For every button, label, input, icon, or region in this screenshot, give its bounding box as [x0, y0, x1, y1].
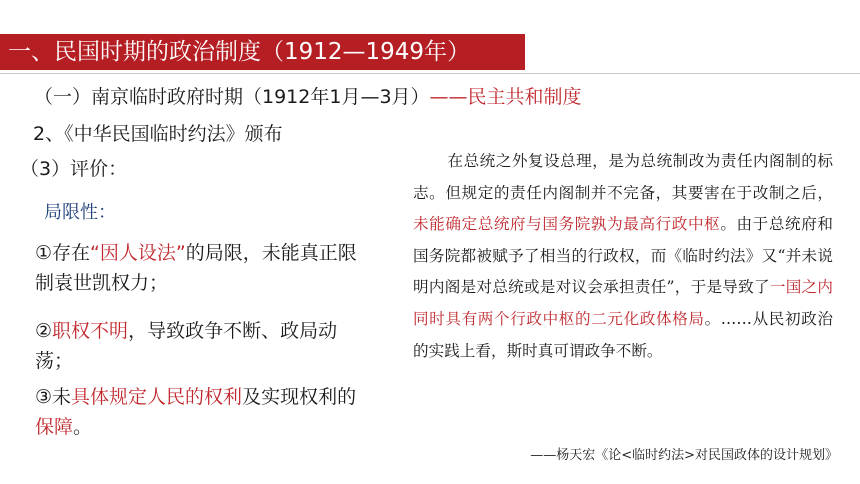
- quote-text: 。由于总统府和国务院都被赋予了相当的行政权，而《临时约法》又“并未说明内阁是对总统或是对议会承担责任”，于是导致了: [413, 215, 833, 297]
- text: 。: [73, 416, 93, 438]
- quote-highlight: 未能确定总统府与国务院孰为最高行政中枢: [413, 215, 721, 234]
- text: ，导致政争不断、政局动荡；: [35, 320, 338, 372]
- quote-source: ——杨天宏《论<临时约法>对民国政体的设计规划》: [530, 448, 838, 463]
- limitation-point-2: [35, 316, 365, 376]
- quote-text: 在总统之外复设总理，是为总统制改为责任内阁制的标志。但规定的责任内阁制并不完备，其要害在于改制之后，: [413, 152, 833, 202]
- item-2-heading: 2、《中华民国临时约法》颁布: [33, 123, 283, 145]
- highlight: 保障: [35, 416, 74, 438]
- text: ①存在: [35, 242, 91, 264]
- limitation-point-3: [35, 382, 365, 442]
- highlight: 职权不明: [52, 320, 129, 342]
- highlight: “因人设法”: [90, 242, 186, 264]
- item-3-heading: （3）评价：: [20, 158, 128, 180]
- quote-text: 。……从民初政治的实践上看，斯时真可谓政争不断。: [413, 309, 833, 360]
- text: ③未: [35, 386, 72, 408]
- subtitle: [34, 83, 582, 111]
- subtitle-highlight: ——民主共和制度: [429, 86, 582, 108]
- highlight: 具体规定人民的权利: [71, 386, 243, 408]
- section-title: 一、民国时期的政治制度（1912—1949年）: [8, 39, 471, 65]
- text: 的局限，未能真正限制袁世凯权力；: [35, 242, 357, 294]
- section-title-bar: [0, 34, 525, 70]
- divider: [0, 73, 860, 74]
- limitations-label: 局限性：: [44, 202, 116, 223]
- historian-quote: [413, 146, 833, 367]
- quote-highlight: 一国之内同时具有两个行政中枢的二元化政体格局: [413, 278, 833, 328]
- text: ②: [35, 320, 53, 342]
- limitation-point-1: [35, 238, 365, 298]
- subtitle-main: （一）南京临时政府时期（1912年1月—3月）: [34, 86, 430, 108]
- text: 及实现权利的: [242, 386, 357, 408]
